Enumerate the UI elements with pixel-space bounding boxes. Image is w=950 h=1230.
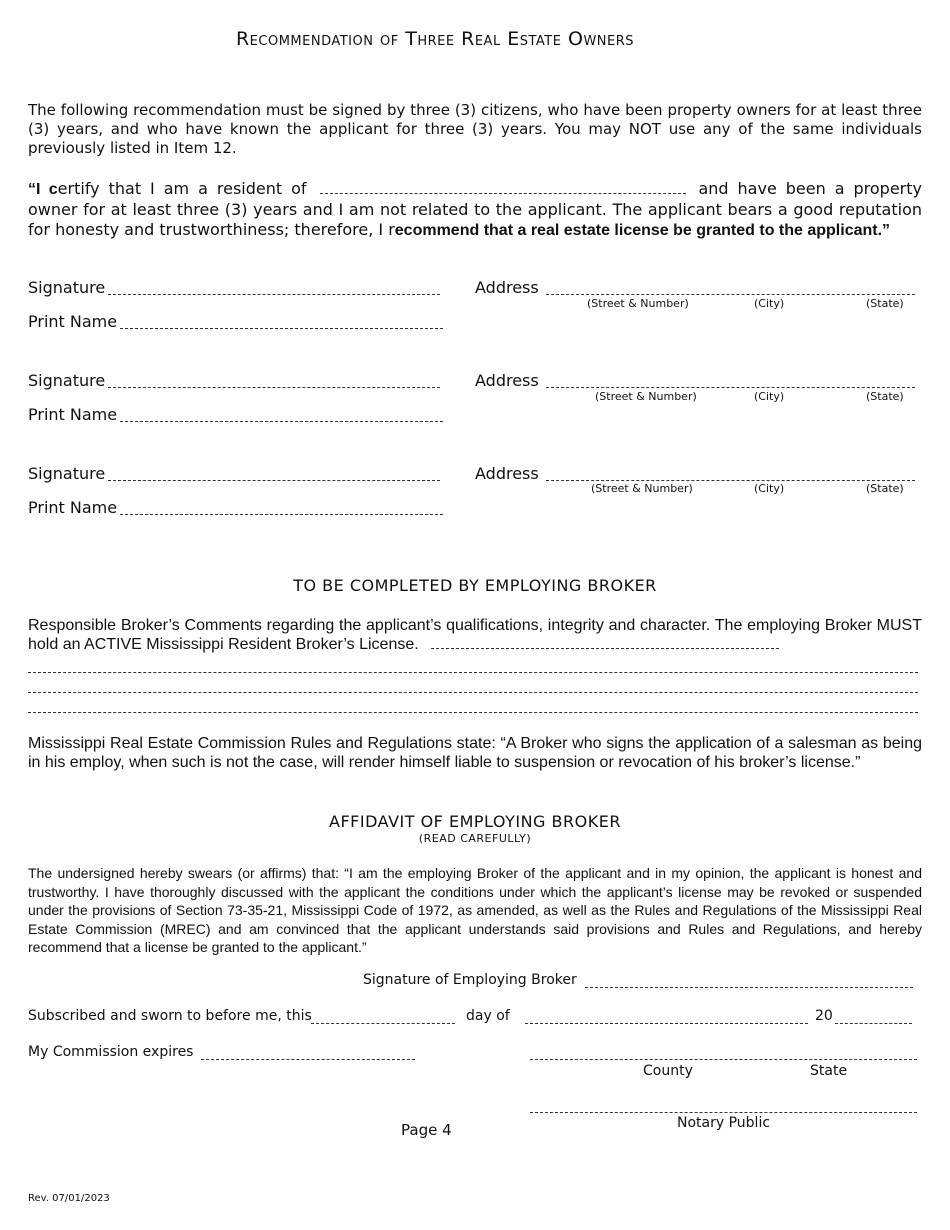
print-name-label-1: Print Name [28,312,118,331]
broker-comments-text [28,616,922,654]
print-name-label-2: Print Name [28,405,118,424]
address-field-1[interactable] [546,294,915,295]
revision-date: Rev. 07/01/2023 [28,1193,110,1204]
broker-comments-field-inline[interactable] [431,636,779,649]
city-label-3: (City) [754,482,785,495]
state-label: State [810,1063,848,1079]
notary-public-label: Notary Public [677,1115,771,1131]
print-name-field-1[interactable] [120,328,443,329]
employing-broker-signature-label: Signature of Employing Broker [363,972,577,988]
address-label-2: Address [475,371,539,390]
signature-field-2[interactable] [108,387,440,388]
print-name-field-2[interactable] [120,421,443,422]
sworn-year-field[interactable] [835,1023,912,1024]
print-name-label-3: Print Name [28,498,118,517]
day-of-label: day of [466,1008,510,1024]
street-number-label-1: (Street & Number) [587,297,689,310]
address-field-3[interactable] [546,480,915,481]
signature-label-1: Signature [28,278,106,297]
resident-of-field[interactable] [320,181,686,194]
page-title: Recommendation of Three Real Estate Owners [235,28,635,50]
commission-expires-label: My Commission expires [28,1044,194,1060]
address-field-2[interactable] [546,387,915,388]
year-prefix: 20 [815,1008,833,1024]
certification-lead: “I c [28,181,58,198]
address-label-3: Address [475,464,539,483]
certification-bold-end: ecommend that a real estate license be granted to the applicant.” [394,222,891,239]
signature-field-1[interactable] [108,294,440,295]
commission-rules-paragraph: Mississippi Real Estate Commission Rules and Regulations state: “A Broker who signs the application of a salesman as being in his employ, when such is not the case, will render himself liable to suspension or revocation of his broker’s license.” [28,735,922,771]
broker-section-heading: TO BE COMPLETED BY EMPLOYING BROKER [293,576,657,595]
broker-comments-line-2[interactable] [28,692,918,693]
notary-signature-field[interactable] [530,1112,917,1113]
sworn-day-field[interactable] [311,1023,455,1024]
state-label-3: (State) [866,482,904,495]
sworn-month-field[interactable] [525,1023,808,1024]
certification-text-2: and have been a property owner for at least three (3) years and I am not related to the applicant. The applicant bears a good reputation for honesty and trustworthiness; therefore, I r [28,179,922,239]
county-label: County [643,1063,693,1079]
certification-text-1: ertify that I am a resident of [57,179,307,198]
broker-comments-line-3[interactable] [28,712,918,713]
city-label-2: (City) [754,390,785,403]
print-name-field-3[interactable] [120,514,443,515]
state-label-2: (State) [866,390,904,403]
employing-broker-signature-field[interactable] [585,987,913,988]
intro-paragraph: The following recommendation must be signed by three (3) citizens, who have been property owners for at least three (3) years, and who have known the applicant for three (3) years. You may NOT use any of the same individuals previously listed in Item 12. [28,101,922,157]
street-number-label-3: (Street & Number) [591,482,693,495]
broker-comments-line-1[interactable] [28,672,918,673]
affidavit-heading: AFFIDAVIT OF EMPLOYING BROKER [329,812,621,831]
page-number: Page 4 [401,1121,452,1139]
street-number-label-2: (Street & Number) [595,390,697,403]
affidavit-subheading: (READ CAREFULLY) [418,832,532,845]
certification-paragraph [28,179,922,241]
commission-expires-field[interactable] [201,1059,415,1060]
sworn-label: Subscribed and sworn to before me, this [28,1008,312,1024]
state-label-1: (State) [866,297,904,310]
broker-comments-prompt: Responsible Broker’s Comments regarding the applicant’s qualifications, integrity and character. The employing Broker MUST hold an ACTIVE Mississippi Resident Broker’s License. [28,617,922,653]
affidavit-text: The undersigned hereby swears (or affirms) that: “I am the employing Broker of the applicant and in my opinion, the applicant is honest and trustworthy. I have thoroughly discussed with the applicant the conditions under which the applicant’s license may be revoked or suspended under the provisions of Section 73-35-21, Mississippi Code of 1972, as amended, as well as the Rules and Regulations of the Mississippi Real Estate Commission (MREC) and am convinced that the applicant understands said provisions and Rules and Regulations, and hereby recommend that a license be granted to the applicant.” [28,865,922,955]
county-state-field[interactable] [530,1059,917,1060]
address-label-1: Address [475,278,539,297]
signature-label-2: Signature [28,371,106,390]
signature-field-3[interactable] [108,480,440,481]
city-label-1: (City) [754,297,785,310]
signature-label-3: Signature [28,464,106,483]
